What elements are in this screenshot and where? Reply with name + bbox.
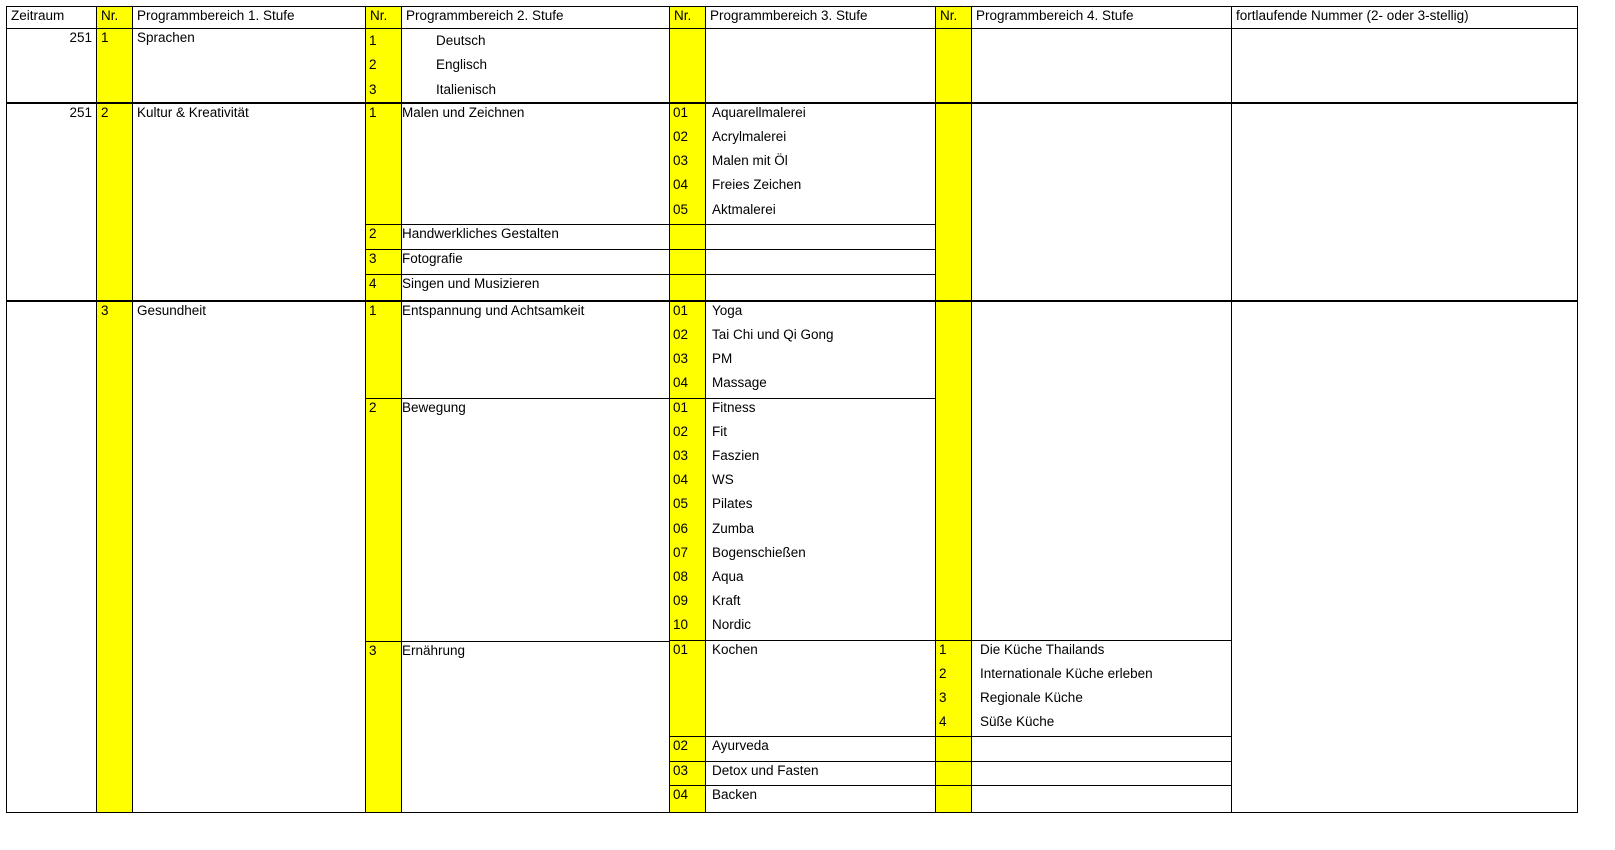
programmbereich-2-value: Malen und Zeichnen <box>402 104 525 120</box>
programmbereich-4-value: Regionale Küche <box>980 689 1083 705</box>
cell-fortlaufende-nummer <box>1232 29 1578 103</box>
program-structure-table <box>6 6 1578 813</box>
cell-nr-4-group <box>936 301 972 813</box>
nr-3-value: 04 <box>670 786 705 811</box>
programmbereich-2-value: Italienisch <box>436 81 497 97</box>
nr-2-value: 3 <box>369 81 377 97</box>
nr-4-value: 3 <box>939 689 947 705</box>
programmbereich-3-value: Bogenschießen <box>712 544 806 560</box>
programmbereich-3-value: Massage <box>712 375 767 391</box>
cell-nr-4 <box>936 29 972 103</box>
nr-3-value: 04 <box>673 177 689 193</box>
programmbereich-3-value: PM <box>712 351 733 367</box>
programmbereich-3-value: Ayurveda <box>706 737 935 762</box>
programmbereich-2-value: Ernährung <box>402 642 669 812</box>
programmbereich-3-empty <box>706 275 935 300</box>
nr-3-value: 03 <box>673 351 689 367</box>
nr-3-value: 02 <box>673 129 689 145</box>
programmbereich-3-value: Faszien <box>712 448 760 464</box>
programmbereich-4-empty <box>972 761 1231 786</box>
header-nr-2: Nr. <box>366 7 402 29</box>
programmbereich-3-empty <box>706 225 935 250</box>
nr-4-empty <box>936 786 971 811</box>
nr-3-value: 05 <box>673 496 689 512</box>
cell-zeitraum <box>7 301 97 813</box>
nr-2-value: 1 <box>369 302 377 318</box>
nr-3-value: 04 <box>673 375 689 391</box>
cell-programmbereich-4 <box>972 103 1232 301</box>
table-header-row <box>7 7 1578 29</box>
cell-nr-1: 2 <box>97 103 133 301</box>
programmbereich-3-value: Freies Zeichen <box>712 177 802 193</box>
table-row <box>7 29 1578 103</box>
cell-nr-3 <box>670 29 706 103</box>
nr-3-value: 08 <box>673 568 689 584</box>
programmbereich-3-value: Fitness <box>706 399 935 423</box>
programmbereich-2-value: Bewegung <box>402 399 669 642</box>
cell-programmbereich-3-group <box>706 103 936 301</box>
programmbereich-2-value: Fotografie <box>402 250 669 275</box>
nr-4-value: 2 <box>939 665 947 681</box>
cell-programmbereich-3-group <box>706 301 936 813</box>
nr-3-value: 03 <box>670 761 705 786</box>
nr-4-value: 1 <box>936 641 971 665</box>
programmbereich-2-value: Englisch <box>436 57 488 73</box>
header-programmbereich-1: Programmbereich 1. Stufe <box>133 7 366 29</box>
cell-nr-3-group <box>670 301 706 813</box>
cell-zeitraum: 251 <box>7 29 97 103</box>
programmbereich-2-value: Entspannung und Achtsamkeit <box>402 302 585 318</box>
cell-programmbereich-1: Gesundheit <box>133 301 366 813</box>
nr-3-empty <box>670 250 705 275</box>
nr-3-value: 04 <box>673 472 689 488</box>
cell-programmbereich-1: Sprachen <box>133 29 366 103</box>
cell-programmbereich-1: Kultur & Kreativität <box>133 103 366 301</box>
nr-2-value: 2 <box>369 57 377 73</box>
cell-programmbereich-2-group <box>402 29 670 103</box>
nr-2-value: 1 <box>369 33 377 48</box>
nr-3-value: 09 <box>673 593 689 609</box>
cell-zeitraum: 251 <box>7 103 97 301</box>
cell-nr-1: 1 <box>97 29 133 103</box>
cell-nr-1: 3 <box>97 301 133 813</box>
table-row <box>7 103 1578 301</box>
nr-2-value: 2 <box>366 225 401 250</box>
nr-3-value: 05 <box>673 201 689 217</box>
nr-4-empty <box>936 761 971 786</box>
nr-3-value: 01 <box>670 641 705 737</box>
programmbereich-4-value: Süße Küche <box>980 713 1055 729</box>
nr-3-value: 01 <box>673 104 689 120</box>
cell-programmbereich-4-group <box>972 301 1232 813</box>
programmbereich-3-value: Aqua <box>712 568 744 584</box>
programmbereich-3-value: Fit <box>712 423 727 439</box>
programmbereich-3-value: Tai Chi und Qi Gong <box>712 327 834 343</box>
cell-fortlaufende-nummer <box>1232 103 1578 301</box>
programmbereich-3-value: Yoga <box>712 302 743 318</box>
header-programmbereich-2: Programmbereich 2. Stufe <box>402 7 670 29</box>
header-fortlaufende-nummer: fortlaufende Nummer (2- oder 3-stellig) <box>1232 7 1578 29</box>
programmbereich-3-value: Kraft <box>712 593 741 609</box>
cell-fortlaufende-nummer <box>1232 301 1578 813</box>
cell-programmbereich-2-group <box>402 301 670 813</box>
nr-3-empty <box>670 225 705 250</box>
programmbereich-2-value: Deutsch <box>436 33 486 48</box>
programmbereich-3-value: Nordic <box>712 617 752 633</box>
nr-3-value: 03 <box>673 448 689 464</box>
nr-3-value: 02 <box>673 423 689 439</box>
nr-3-value: 07 <box>673 544 689 560</box>
header-nr-4: Nr. <box>936 7 972 29</box>
cell-nr-2-group <box>366 29 402 103</box>
nr-3-value: 02 <box>673 327 689 343</box>
nr-2-value: 3 <box>366 250 401 275</box>
nr-4-empty <box>936 737 971 762</box>
cell-programmbereich-4 <box>972 29 1232 103</box>
programmbereich-3-value: Aquarellmalerei <box>712 104 806 120</box>
cell-programmbereich-2-group <box>402 103 670 301</box>
programmbereich-3-value: Kochen <box>706 641 935 737</box>
cell-programmbereich-3 <box>706 29 936 103</box>
programmbereich-3-value: Aktmalerei <box>712 201 776 217</box>
nr-4-empty <box>936 302 971 641</box>
programmbereich-3-value: Backen <box>706 786 935 811</box>
programmbereich-3-value: Acrylmalerei <box>712 129 787 145</box>
programmbereich-4-value: Die Küche Thailands <box>972 641 1231 665</box>
header-nr-3: Nr. <box>670 7 706 29</box>
programmbereich-3-empty <box>706 250 935 275</box>
nr-2-value: 4 <box>366 275 401 300</box>
programmbereich-3-value: Zumba <box>712 520 755 536</box>
programmbereich-3-value: Pilates <box>712 496 753 512</box>
programmbereich-3-value: WS <box>712 472 734 488</box>
programmbereich-4-value: Internationale Küche erleben <box>980 665 1153 681</box>
nr-3-value: 03 <box>673 153 689 169</box>
cell-nr-3-group <box>670 103 706 301</box>
programmbereich-2-value: Handwerkliches Gestalten <box>402 225 669 250</box>
nr-3-empty <box>670 275 705 300</box>
nr-3-value: 01 <box>670 399 705 423</box>
programmbereich-4-empty <box>972 302 1231 641</box>
table-row <box>7 301 1578 813</box>
programmbereich-4-empty <box>972 737 1231 762</box>
cell-nr-2-group <box>366 103 402 301</box>
nr-3-value: 06 <box>673 520 689 536</box>
cell-nr-2-group <box>366 301 402 813</box>
nr-2-value: 2 <box>366 399 401 642</box>
nr-4-value: 4 <box>939 713 947 729</box>
header-programmbereich-4: Programmbereich 4. Stufe <box>972 7 1232 29</box>
spreadsheet-sheet <box>0 6 1615 850</box>
programmbereich-3-value: Malen mit Öl <box>712 153 788 169</box>
programmbereich-4-empty <box>972 786 1231 811</box>
nr-2-value: 1 <box>369 104 377 120</box>
header-programmbereich-3: Programmbereich 3. Stufe <box>706 7 936 29</box>
cell-nr-4 <box>936 103 972 301</box>
programmbereich-2-value: Singen und Musizieren <box>402 275 669 300</box>
programmbereich-3-value: Detox und Fasten <box>706 761 935 786</box>
nr-3-value: 02 <box>670 737 705 762</box>
nr-3-value: 10 <box>673 617 689 633</box>
header-nr-1: Nr. <box>97 7 133 29</box>
nr-2-value: 3 <box>366 642 401 812</box>
nr-3-value: 01 <box>673 302 689 318</box>
header-zeitraum: Zeitraum <box>7 7 97 29</box>
